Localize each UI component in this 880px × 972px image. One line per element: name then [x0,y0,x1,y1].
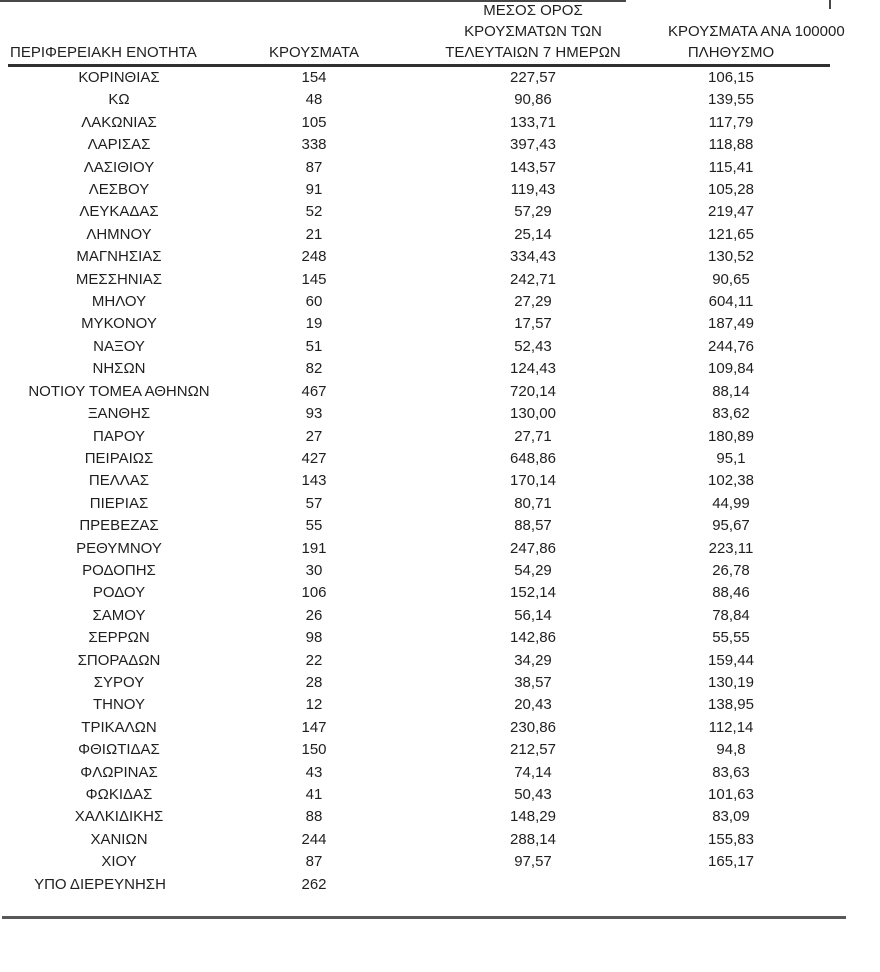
col-header-per-100k-line1: ΚΡΟΥΣΜΑΤΑ ΑΝΑ 100000 [668,23,845,40]
avg-7day-cell: 57,29 [514,203,552,221]
cases-cell: 244 [301,830,327,848]
col-header-avg-7day [398,0,668,66]
avg-7day-cell: 34,29 [514,651,552,669]
cases-cell: 60 [305,293,323,311]
per-100k-cell: 101,63 [708,786,754,803]
col-header-cases [230,0,398,66]
table-row [8,694,830,716]
per-100k-cell: 88,14 [712,382,750,400]
region-cell: ΧΙΟΥ [101,853,137,871]
per-100k-cell: 165,17 [708,853,754,871]
region-cell: ΝΑΞΟΥ [93,337,145,355]
table-row [8,201,830,223]
region-cell: ΜΥΚΟΝΟΥ [81,315,157,333]
col-header-cases-label: ΚΡΟΥΣΜΑΤΑ [269,44,359,61]
region-cell: ΡΟΔΟΠΗΣ [82,561,156,579]
table-row [8,89,830,111]
avg-7day-cell: 74,14 [514,763,552,781]
cases-cell: 93 [305,405,323,423]
col-header-regional-unit [8,0,230,66]
table-row [8,313,830,335]
cases-cell: 91 [305,181,323,199]
table-row [8,493,830,515]
cases-cell: 22 [305,651,323,669]
table-row [8,851,830,873]
region-cell: ΣΑΜΟΥ [92,606,146,624]
region-cell: ΝΗΣΩΝ [92,360,146,378]
table-row [8,806,830,828]
cases-cell: 28 [305,673,323,691]
avg-7day-cell: 288,14 [510,830,556,848]
per-100k-cell: 187,49 [708,315,754,333]
avg-7day-cell: 397,43 [510,136,556,154]
region-cell: ΦΛΩΡΙΝΑΣ [80,763,158,781]
per-100k-cell: 83,62 [712,405,750,423]
table-row [8,762,830,784]
per-100k-cell: 223,11 [708,539,754,557]
region-cell: ΧΑΛΚΙΔΙΚΗΣ [74,808,164,826]
per-100k-cell: 112,14 [708,718,754,736]
region-cell: ΜΕΣΣΗΝΙΑΣ [75,270,163,288]
table-row [8,829,830,851]
cases-cell: 87 [305,158,323,176]
table-header [8,0,845,66]
per-100k-cell: 115,41 [708,158,754,176]
per-100k-cell: 180,89 [708,427,754,445]
bottom-rule [2,916,846,919]
cases-cell: 248 [301,248,327,266]
avg-7day-cell: 124,43 [510,360,556,378]
cases-cell: 143 [301,472,327,490]
avg-7day-cell: 27,29 [514,293,552,311]
table-row [8,605,830,627]
region-cell: ΠΡΕΒΕΖΑΣ [79,517,159,535]
per-100k-cell: 102,38 [708,472,754,490]
avg-7day-cell: 80,71 [514,494,552,512]
region-cell: ΤΗΝΟΥ [92,696,146,714]
region-cell: ΤΡΙΚΑΛΩΝ [81,718,157,736]
avg-7day-cell: 143,57 [510,158,556,176]
region-cell: ΡΟΔΟΥ [92,584,146,602]
avg-7day-cell: 17,57 [514,315,552,333]
table-row [8,538,830,560]
table-row [8,246,830,268]
cases-cell: 27 [305,427,323,445]
avg-7day-cell: 97,57 [514,853,552,871]
region-cell: ΛΕΣΒΟΥ [88,181,150,199]
cases-cell: 26 [305,606,323,624]
avg-7day-cell: 56,14 [514,606,552,624]
cases-cell: 147 [301,718,327,736]
region-cell: ΧΑΝΙΩΝ [90,830,148,848]
region-cell: ΠΙΕΡΙΑΣ [89,494,149,512]
per-100k-cell: 26,78 [712,561,750,579]
cases-cell: 154 [301,69,327,86]
avg-7day-cell: 227,57 [510,69,556,86]
cases-cell: 43 [305,763,323,781]
table-row [8,358,830,380]
cases-cell: 51 [305,337,323,355]
region-cell: ΥΠΟ ΔΙΕΡΕΥΝΗΣΗ [34,875,166,893]
per-100k-cell: 78,84 [712,606,750,624]
region-cell: ΦΩΚΙΔΑΣ [85,786,153,803]
header-row [8,0,830,66]
col-header-avg-7day-line3: ΤΕΛΕΥΤΑΙΩΝ 7 ΗΜΕΡΩΝ [445,44,621,61]
avg-7day-cell: 334,43 [510,248,556,266]
per-100k-cell: 138,95 [708,696,754,714]
cases-cell: 55 [305,517,323,535]
avg-7day-cell: 119,43 [510,181,556,199]
table-row [8,112,830,134]
cases-cell: 191 [301,539,327,557]
avg-7day-cell: 52,43 [514,337,552,355]
cases-cell: 82 [305,360,323,378]
table-row [8,448,830,470]
region-cell: ΠΑΡΟΥ [92,427,146,445]
per-100k-cell: 90,65 [712,270,750,288]
per-100k-cell: 83,63 [712,763,750,781]
table-row [8,403,830,425]
per-100k-cell: 130,52 [708,248,754,266]
cases-cell: 88 [305,808,323,826]
table-row [8,381,830,403]
col-header-avg-7day-line1: ΜΕΣΟΣ ΟΡΟΣ [483,2,583,19]
avg-7day-cell: 50,43 [514,786,552,803]
per-100k-cell: 130,19 [708,673,754,691]
table-row [8,784,830,806]
cases-cell: 105 [301,113,327,131]
avg-7day-cell: 247,86 [510,539,556,557]
region-cell: ΜΗΛΟΥ [91,293,147,311]
table-row [8,179,830,201]
region-cell: ΠΕΛΛΑΣ [88,472,150,490]
table-body [8,66,830,897]
avg-7day-cell: 212,57 [510,741,556,759]
per-100k-cell: 95,1 [716,449,746,467]
cases-cell: 57 [305,494,323,512]
avg-7day-cell: 54,29 [514,561,552,579]
region-cell: ΣΥΡΟΥ [93,673,145,691]
region-cell: ΜΑΓΝΗΣΙΑΣ [76,248,162,266]
region-cell: ΠΕΙΡΑΙΩΣ [84,449,154,467]
region-cell: ΝΟΤΙΟΥ ΤΟΜΕΑ ΑΘΗΝΩΝ [28,382,210,400]
table-row [8,134,830,156]
avg-7day-cell: 90,86 [514,91,552,109]
table-row [8,672,830,694]
col-header-per-100k [668,0,845,66]
cases-cell: 87 [305,853,323,871]
region-cell: ΦΘΙΩΤΙΔΑΣ [78,741,160,759]
avg-7day-cell: 25,14 [514,225,552,243]
region-cell: ΚΟΡΙΝΘΙΑΣ [78,69,160,86]
per-100k-cell: 118,88 [708,136,754,154]
per-100k-cell: 106,15 [708,69,754,86]
regional-cases-table [8,0,845,896]
table-row [8,650,830,672]
per-100k-cell [668,874,830,896]
table-row [8,470,830,492]
avg-7day-cell: 88,57 [514,517,552,535]
avg-7day-cell: 142,86 [510,629,556,647]
table-row [8,224,830,246]
table-row [8,874,830,896]
avg-7day-cell: 27,71 [514,427,552,445]
avg-7day-cell: 242,71 [510,270,556,288]
avg-7day-cell: 130,00 [510,405,556,423]
region-cell: ΚΩ [108,91,130,109]
table-row [8,582,830,604]
region-cell: ΡΕΘΥΜΝΟΥ [76,539,162,557]
per-100k-cell: 139,55 [708,91,754,109]
region-cell: ΛΑΣΙΘΙΟΥ [83,158,155,176]
table-row [8,336,830,358]
avg-7day-cell: 148,29 [510,808,556,826]
region-cell: ΛΑΡΙΣΑΣ [87,136,151,154]
table-row [8,269,830,291]
table-row [8,515,830,537]
cases-cell: 41 [305,786,323,803]
per-100k-cell: 604,11 [708,293,754,311]
per-100k-cell: 159,44 [708,651,754,669]
table-row [8,717,830,739]
per-100k-cell: 95,67 [712,517,750,535]
cases-cell: 30 [305,561,323,579]
avg-7day-cell: 648,86 [510,449,556,467]
region-cell: ΛΕΥΚΑΔΑΣ [79,203,159,221]
avg-7day-cell [398,874,668,896]
per-100k-cell: 83,09 [712,808,750,826]
cases-cell: 52 [305,203,323,221]
cases-cell: 262 [301,875,327,893]
table-row [8,426,830,448]
cases-cell: 106 [301,584,327,602]
avg-7day-cell: 152,14 [510,584,556,602]
per-100k-cell: 155,83 [708,830,754,848]
per-100k-cell: 117,79 [708,113,754,131]
table-row [8,66,830,90]
per-100k-cell: 44,99 [712,494,750,512]
per-100k-cell: 121,65 [708,225,754,243]
cases-cell: 48 [305,91,323,109]
region-cell: ΛΑΚΩΝΙΑΣ [81,113,157,131]
region-cell: ΞΑΝΘΗΣ [87,405,151,423]
region-cell: ΛΗΜΝΟΥ [86,225,152,243]
col-header-regional-unit-label: ΠΕΡΙΦΕΡΕΙΑΚΗ ΕΝΟΤΗΤΑ [10,44,197,61]
avg-7day-cell: 170,14 [510,472,556,490]
table-row [8,560,830,582]
cases-cell: 338 [301,136,327,154]
col-header-per-100k-line2: ΠΛΗΘΥΣΜΟ [687,44,775,61]
per-100k-cell: 109,84 [708,360,754,378]
cases-cell: 12 [305,696,323,714]
per-100k-cell: 94,8 [716,741,746,759]
region-cell: ΣΕΡΡΩΝ [88,629,150,647]
cases-cell: 145 [301,270,327,288]
cases-cell: 150 [301,741,327,759]
table-row [8,291,830,313]
avg-7day-cell: 720,14 [510,382,556,400]
cases-cell: 21 [305,225,323,243]
cases-cell: 427 [301,449,327,467]
per-100k-cell: 244,76 [708,337,754,355]
region-cell: ΣΠΟΡΑΔΩΝ [77,651,161,669]
per-100k-cell: 105,28 [708,181,754,199]
per-100k-cell: 219,47 [708,203,754,221]
cases-cell: 98 [305,629,323,647]
cases-cell: 467 [301,382,327,400]
table-row [8,627,830,649]
avg-7day-cell: 133,71 [510,113,556,131]
avg-7day-cell: 20,43 [514,696,552,714]
cases-cell: 19 [305,315,323,333]
avg-7day-cell: 38,57 [514,673,552,691]
table-row [8,739,830,761]
col-header-avg-7day-line2: ΚΡΟΥΣΜΑΤΩΝ ΤΩΝ [464,23,602,40]
table-row [8,157,830,179]
per-100k-cell: 55,55 [712,629,750,647]
per-100k-cell: 88,46 [712,584,750,602]
avg-7day-cell: 230,86 [510,718,556,736]
